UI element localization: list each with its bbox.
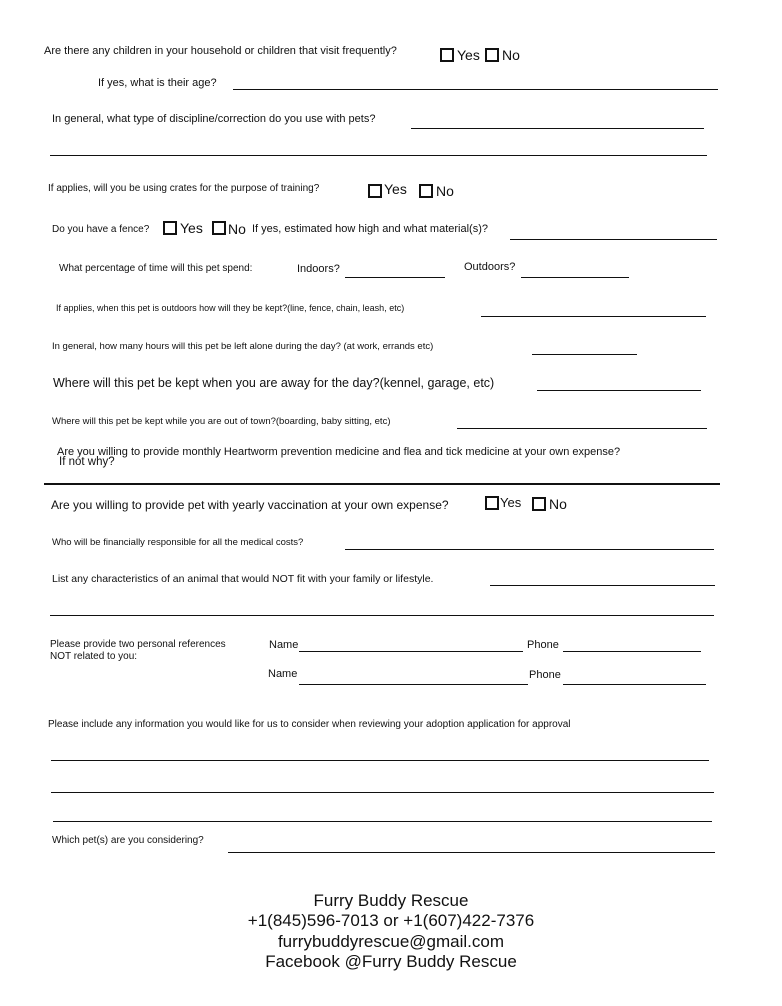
reference-1-name-label: Name <box>269 639 299 651</box>
crates-no-label: No <box>436 183 454 199</box>
references-label-line-2: NOT related to you: <box>50 651 138 662</box>
fence-no-label: No <box>228 221 246 237</box>
fence-followup-label: If yes, estimated how high and what material(s)? <box>252 223 489 235</box>
footer-org-name: Furry Buddy Rescue <box>313 891 469 910</box>
time-split-label: What percentage of time will this pet spend: <box>59 263 253 274</box>
footer-phone-numbers: +1(845)596-7013 or +1(607)422-7376 <box>247 911 535 930</box>
vaccination-no-label: No <box>549 496 567 512</box>
outdoors-label: Outdoors? <box>464 261 516 273</box>
heartworm-question: Are you willing to provide monthly Heartworm prevention medicine and flea and tick medicine at your own expense? <box>57 446 621 458</box>
crates-question: If applies, will you be using crates for the purpose of training? <box>48 183 320 194</box>
reference-2-phone-label: Phone <box>529 669 561 681</box>
fence-no-checkbox[interactable] <box>212 221 226 235</box>
additional-info-line-3[interactable] <box>53 821 712 822</box>
reference-2-phone-field[interactable] <box>563 684 706 685</box>
additional-info-line-2[interactable] <box>51 792 714 793</box>
reference-1-name-field[interactable] <box>299 651 523 652</box>
vaccination-question: Are you willing to provide pet with yearly vaccination at your own expense? <box>51 498 449 512</box>
reference-1-phone-field[interactable] <box>563 651 701 652</box>
children-question: Are there any children in your household or children that visit frequently? <box>44 45 397 57</box>
indoors-field[interactable] <box>345 277 445 278</box>
heartworm-followup-label: If not why? <box>59 456 115 468</box>
vaccination-yes-checkbox[interactable] <box>485 496 499 510</box>
children-no-checkbox[interactable] <box>485 48 499 62</box>
reference-2-name-field[interactable] <box>299 684 528 685</box>
outdoor-kept-field[interactable] <box>481 316 706 317</box>
discipline-field-line-2[interactable] <box>50 155 707 156</box>
out-of-town-field[interactable] <box>457 428 707 429</box>
additional-info-label: Please include any information you would like for us to consider when reviewing your adoption application for approval <box>48 719 571 730</box>
hours-alone-label: In general, how many hours will this pet be left alone during the day? (at work, errands etc) <box>52 341 434 352</box>
out-of-town-label: Where will this pet be kept while you are out of town?(boarding, baby sitting, etc) <box>52 416 391 427</box>
indoors-label: Indoors? <box>297 263 340 275</box>
footer-email: furrybuddyrescue@gmail.com <box>277 932 505 951</box>
away-kept-label: Where will this pet be kept when you are away for the day?(kennel, garage, etc) <box>53 376 495 390</box>
away-kept-field[interactable] <box>537 390 701 391</box>
children-yes-checkbox[interactable] <box>440 48 454 62</box>
fence-yes-checkbox[interactable] <box>163 221 177 235</box>
pets-considering-label: Which pet(s) are you considering? <box>52 835 204 846</box>
additional-info-line-1[interactable] <box>51 760 709 761</box>
characteristics-field[interactable] <box>490 585 715 586</box>
medical-costs-label: Who will be financially responsible for all the medical costs? <box>52 537 304 548</box>
children-age-field[interactable] <box>233 89 718 90</box>
crates-yes-label: Yes <box>384 181 407 197</box>
outdoor-kept-label: If applies, when this pet is outdoors how will they be kept?(line, fence, chain, leash, etc) <box>56 303 405 313</box>
discipline-field[interactable] <box>411 128 704 129</box>
fence-details-field[interactable] <box>510 239 717 240</box>
discipline-label: In general, what type of discipline/correction do you use with pets? <box>52 113 376 125</box>
heartworm-answer-line[interactable] <box>44 483 720 485</box>
vaccination-no-checkbox[interactable] <box>532 497 546 511</box>
medical-costs-field[interactable] <box>345 549 714 550</box>
children-no-label: No <box>502 47 520 63</box>
fence-yes-label: Yes <box>180 220 203 236</box>
references-label-line-1: Please provide two personal references <box>50 639 226 650</box>
reference-1-phone-label: Phone <box>527 639 559 651</box>
outdoors-field[interactable] <box>521 277 629 278</box>
vaccination-yes-label: Yes <box>500 495 522 510</box>
crates-yes-checkbox[interactable] <box>368 184 382 198</box>
children-age-label: If yes, what is their age? <box>98 77 217 89</box>
footer-facebook: Facebook @Furry Buddy Rescue <box>265 952 517 971</box>
characteristics-label: List any characteristics of an animal that would NOT fit with your family or lifestyle. <box>52 573 434 585</box>
characteristics-field-line-2[interactable] <box>50 615 714 616</box>
fence-question: Do you have a fence? <box>52 224 150 235</box>
pets-considering-field[interactable] <box>228 852 715 853</box>
crates-no-checkbox[interactable] <box>419 184 433 198</box>
hours-alone-field[interactable] <box>532 354 637 355</box>
reference-2-name-label: Name <box>268 668 298 680</box>
children-yes-label: Yes <box>457 47 480 63</box>
